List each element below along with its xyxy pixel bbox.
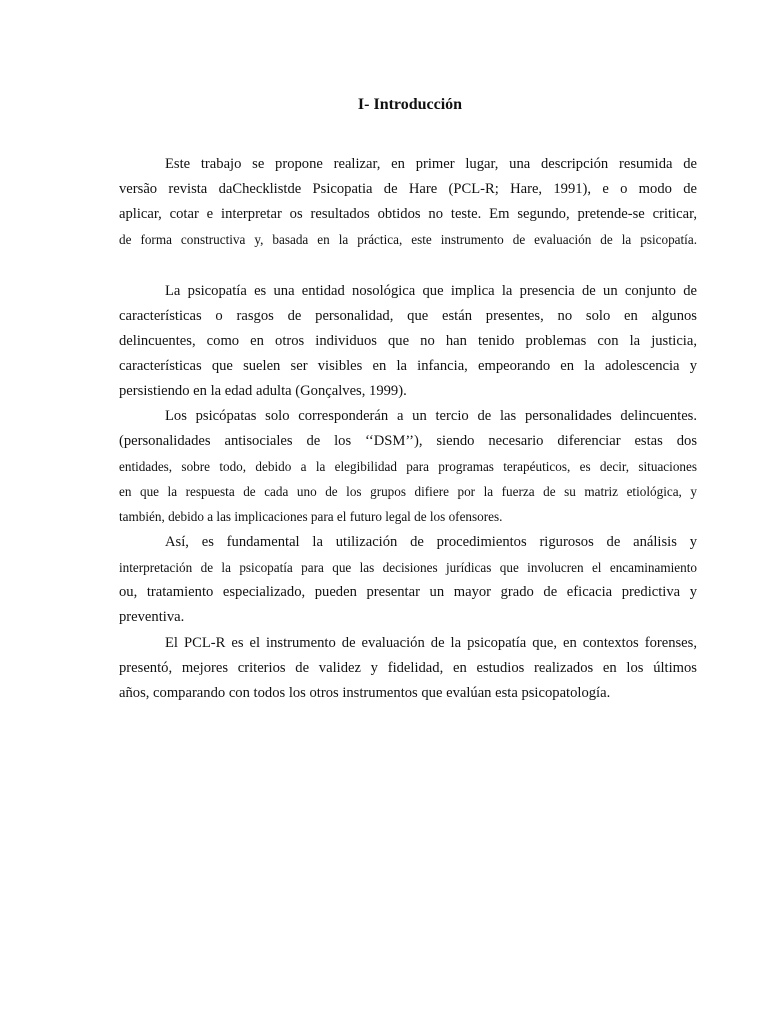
- paragraph-line: preventiva.: [119, 609, 185, 625]
- paragraph-line: persistiendo en la edad adulta (Gonçalves, 1999).: [119, 383, 407, 399]
- paragraph-line: en que la respuesta de cada uno de los grupos difiere por la fuerza de su matriz etiológica, y: [119, 484, 697, 499]
- paragraph-line: presentó, mejores criterios de validez y fidelidad, en estudios realizados en los últimos: [119, 660, 697, 676]
- paragraph-line: versão revista daChecklistde Psicopatia de Hare (PCL-R; Hare, 1991), e o modo de: [119, 181, 697, 197]
- paragraph-1: [119, 152, 697, 252]
- paragraph-line: características que suelen ser visibles en la infancia, empeorando en la adolescencia y: [119, 358, 697, 374]
- paragraph-line: El PCL-R es el instrumento de evaluación de la psicopatía que, en contextos forenses,: [165, 635, 697, 651]
- paragraph-line: características o rasgos de personalidad, que están presentes, no solo en algunos: [119, 308, 697, 324]
- paragraph-line: La psicopatía es una entidad nosológica que implica la presencia de un conjunto de: [165, 283, 697, 299]
- paragraph-line: delincuentes, como en otros individuos que no han tenido problemas con la justicia,: [119, 333, 697, 349]
- paragraph-line: Los psicópatas solo corresponderán a un tercio de las personalidades delincuentes.: [165, 408, 697, 424]
- paragraph-line: ou, tratamiento especializado, pueden presentar un mayor grado de eficacia predictiva y: [119, 584, 697, 600]
- paragraph-2: [119, 279, 697, 404]
- paragraph-line: (personalidades antisociales de los ‘‘DSM’’), siendo necesario diferenciar estas dos: [119, 433, 697, 449]
- paragraph-line: Así, es fundamental la utilización de procedimientos rigurosos de análisis y: [165, 534, 697, 550]
- paragraph-5: [119, 631, 697, 706]
- paragraph-line: de forma constructiva y, basada en la práctica, este instrumento de evaluación de la psicopatía.: [119, 232, 697, 247]
- paragraph-line: Este trabajo se propone realizar, en primer lugar, una descripción resumida de: [165, 156, 697, 172]
- paragraph-line: años, comparando con todos los otros instrumentos que evalúan esta psicopatología.: [119, 685, 611, 701]
- paragraph-4: [119, 530, 697, 630]
- paragraph-line: entidades, sobre todo, debido a la elegibilidad para programas terapéuticos, es decir, situaciones: [119, 459, 697, 474]
- section-title: I- Introducción: [357, 96, 463, 113]
- paragraph-line: también, debido a las implicaciones para el futuro legal de los ofensores.: [119, 509, 503, 524]
- paragraph-line: aplicar, cotar e interpretar os resultados obtidos no teste. Em segundo, pretende-se criticar,: [119, 206, 697, 222]
- paragraph-line: interpretación de la psicopatía para que las decisiones jurídicas que involucren el encaminamiento: [119, 560, 697, 575]
- paragraph-3: [119, 404, 697, 529]
